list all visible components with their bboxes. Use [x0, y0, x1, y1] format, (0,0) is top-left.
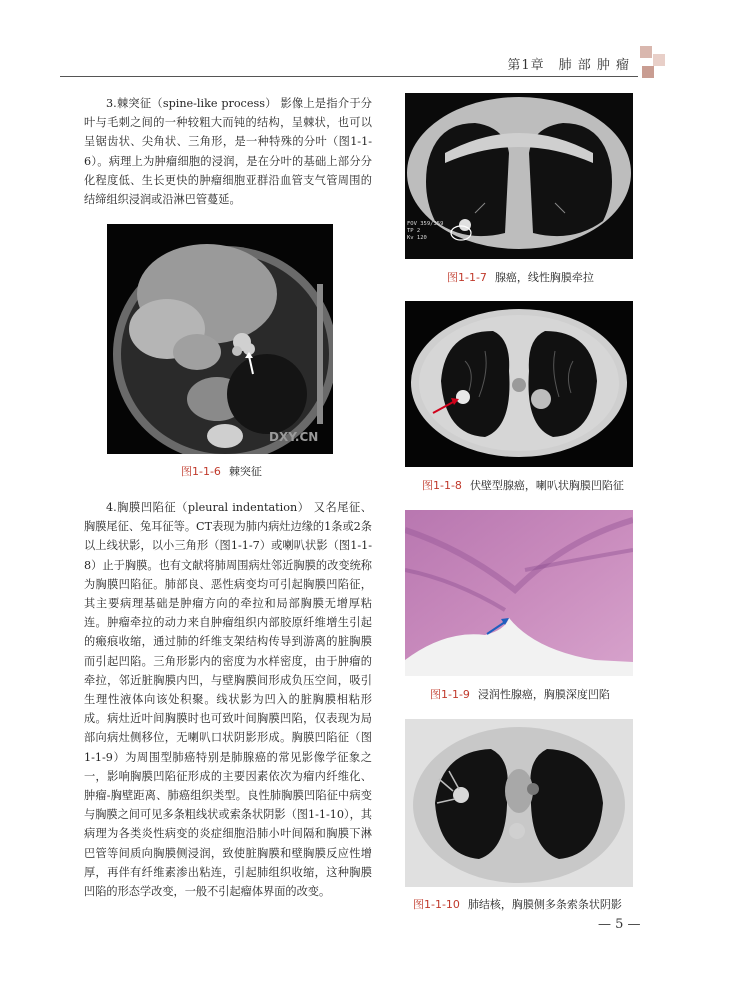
figure-1-1-7-overlay: FOV 359/359 TP 2 Kv 120 — [407, 221, 444, 241]
figure-1-1-9-caption — [430, 686, 610, 702]
paragraph-spine-like-process: 3.棘突征（spine-like process） 影像上是指介于分叶与毛刺之间的一种较粗大而钝的结构，呈棘状，也可以呈锯齿状、尖角状、三角形，是一种特殊的分叶（图1-1-6）。病理上为肿瘤细胞的浸润，是在分叶的基础上部分分化程度低、生长更快的肿瘤细胞亚群沿血管支气管周围的结缔组织浸润或沿淋巴管蔓延。 — [84, 97, 372, 207]
figure-1-1-10-number: 图1-1-10 — [413, 898, 460, 911]
figure-1-1-6-ct-image — [107, 224, 333, 454]
figure-1-1-7-text: 腺癌，线性胸膜牵拉 — [494, 271, 594, 284]
figure-1-1-9-text: 浸润性腺癌，胸膜深度凹陷 — [477, 688, 610, 701]
figure-1-1-7-ct-image — [405, 93, 633, 259]
figure-1-1-6-caption — [181, 463, 262, 479]
page-header — [60, 50, 638, 77]
figure-1-1-9-histology-image — [405, 510, 633, 676]
figure-1-1-7-number: 图1-1-7 — [447, 271, 487, 284]
corner-decoration — [640, 46, 666, 80]
figure-1-1-8-text: 伏壁型腺癌，喇叭状胸膜凹陷征 — [469, 479, 624, 492]
figure-1-1-9-number: 图1-1-9 — [430, 688, 470, 701]
figure-1-1-6-text: 棘突征 — [228, 465, 262, 478]
figure-1-1-8-ct-image — [405, 301, 633, 467]
paragraph-pleural-indentation: 4.胸膜凹陷征（pleural indentation） 又名尾征、胸膜尾征、兔耳征等。CT表现为肺内病灶边缘的1条或2条以上线状影，以小三角形（图1-1-7）或喇叭状影（图1-1-8）止于胸膜。也有文献将肺周围病灶邻近胸膜的改变统称为胸膜凹陷征。肺部良、恶性病变均可引起胸膜凹陷征，其主要病理基础是肿瘤方向的牵拉和局部胸膜无增厚粘连。肿瘤牵拉的动力来自肿瘤组织内部胶原纤维增生引起的瘢痕收缩，通过肺的纤维支架结构传导到游离的脏胸膜而引起凹陷。三角形影内的密度为水样密度，由于肿瘤的牵拉，邻近脏胸膜内凹，与壁胸膜间形成负压空间，吸引生理性液体向该处积聚。线状影为凹入的脏胸膜相粘形成。病灶近叶间胸膜时也可致叶间胸膜凹陷，仅表现为局部向病灶侧移位，无喇叭口状阴影形成。胸膜凹陷征（图1-1-9）为周围型肺癌特别是肺腺癌的常见影像学征象之一，影响胸膜凹陷征形成的主要因素依次为瘤内纤维化、肿瘤-胸壁距离、肺癌组织类型。良性肺胸膜凹陷征中病变与胸膜之间可见多条粗线状或索条状阴影（图1-1-10），其病理为各类炎性病变的炎症细胞沿肺小叶间隔和胸膜下淋巴管等间质向胸膜侧浸润，致使脏胸膜和壁胸膜反应性增厚，再伴有纤维素渗出粘连，引起肺组织收缩，这种胸膜凹陷的形态学改变，一般不引起瘤体界面的改变。 — [84, 501, 372, 899]
figure-1-1-8-caption — [422, 477, 624, 493]
figure-1-1-10-ct-image — [405, 719, 633, 887]
figure-1-1-7-caption — [447, 269, 594, 285]
figure-1-1-8-number: 图1-1-8 — [422, 479, 462, 492]
chapter-title: 第1章 肺 部 肿 瘤 — [507, 58, 630, 73]
figure-1-1-10-caption — [413, 896, 622, 912]
figure-1-1-6-watermark: DXY.CN — [269, 430, 319, 444]
figure-1-1-6-number: 图1-1-6 — [181, 465, 221, 478]
figure-1-1-10-text: 肺结核，胸膜侧多条索条状阴影 — [467, 898, 622, 911]
page-number: — 5 — — [598, 917, 641, 932]
